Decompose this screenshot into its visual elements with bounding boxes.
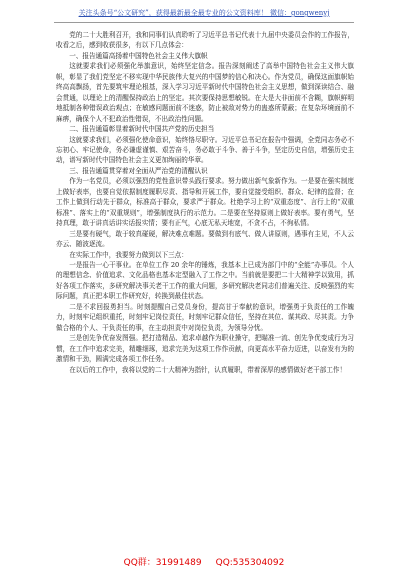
qq-number-text: QQ:535304092 <box>215 558 285 568</box>
practice-point-2: 二是不求回报勇担当。时刻提醒自己党员身份，提高甘于奉献的意识，增强勇于负责任的工作魄力，时刻牢记组织重托，时刻牢记岗位责任，时刻牢记群众信任，坚持在其位、谋其政、尽其责。力争做合格的个人、干负责任的事，在主动担责中对岗位负责，为领导分忧。 <box>56 302 354 332</box>
header-divider <box>54 22 354 23</box>
document-body <box>56 30 354 530</box>
section-heading-3: 三、报告通篇贯穿着对全面从严治党的清醒认识 <box>69 166 208 175</box>
closing-paragraph: 在以后的工作中，我将以党的二十大精神为指针，认真履职，带着深厚的感情做好老干部工作！ <box>69 365 347 374</box>
section-heading-1: 一、报告通篇高扬着中国特色社会主义伟大旗帜 <box>69 51 208 60</box>
page-footer <box>0 557 408 569</box>
section-paragraph-3: 作为一名党员，必须以强烈的党性意识带头践行要求。努力做出新气象新作为。一是要在强实制度上做好表率，也要自觉依据制度履职尽责、指导和开展工作，要自觉接受组织、群众、纪律的监督；在工作上做到行动先于群众，标准高于群众，要求严于群众。杜绝学习上的“双重态度”、言行上的“双重标准”、落实上的“双重规则”，增强制度执行的示范力。二是要在坚持原则上做好表率。要有勇气，坚持真理，敢于讲真话讲实话报实情；要有正气，心底无私天地宽，不贪不占，不徇私情。 <box>56 177 354 228</box>
qq-group-text: QQ群：31991489 <box>123 558 202 568</box>
section-paragraph-2: 这就要求我们，必须强化使命意识，始终恪尽职守。习近平总书记在报告中强调，全党同志务必不忘初心、牢记使命，务必谦虚谨慎、艰苦奋斗，务必敢于斗争、善于斗争，坚定历史自信，增强历史主动，谱写新时代中国特色社会主义更加绚丽的华章。 <box>56 135 354 165</box>
section-paragraph-3b: 三是要有硬气，敢于较真碰硬，解决难点难题。要做到有底气、做人讲原则，遇事有主见，不人云亦云、随波逐流。 <box>56 229 354 249</box>
practice-intro-paragraph: 在实际工作中，我要努力做到以下三点： <box>69 250 188 259</box>
practice-point-3: 三是创先争优奋发图强。把打造精品、追求卓越作为职业操守，把瞄准一流、创先争优变成行为习惯，在工作中追求完美，精雕细琢，追求完美为这项工作作贡献，向更高水平奋力迈进，以奋发有为的激情和干劲，圆满完成各项工作任务。 <box>56 334 354 364</box>
practice-point-1: 一是报告一心干事业。在单位工作 20 余年的锤炼，我基本上已成为部门中的“全能”办事员。个人的理想信念、价值追求、文化品格也基本定型融入了工作之中。当前就是要把二十大精神学以致用，抓好各项工作落实，多研究解决事关老干工作的重大问题，多研究解决老同志们普遍关注、反映强烈的实际问题，真正把本职工作研究好，转换到最佳状态。 <box>56 260 354 301</box>
section-paragraph-1: 这就要求我们必须强化举旗意识，始终坚定信念。报告深刻阐述了高举中国特色社会主义伟大旗帜，彰显了我们党坚定不移实现中华民族伟大复兴的中国梦的信心和决心。作为党员，确保这面旗帜始终高高飘扬，首先要筑牢理论根基，深入学习习近平新时代中国特色社会主义思想，做到深读结合、融会贯通，以理论上的清醒保持政治上的坚定。其次要保持思想敏锐。在大是大非面前不含糊，旗帜鲜明地抵制各种错误政治观点；在敏感问题面前不迷惑，防止被敌对势力的蛊惑所蒙蔽；在复杂环境面前不麻痹，确保个人不犯政治性错误，不出政治性问题。 <box>56 62 354 123</box>
page-header[interactable]: 关注头条号“公文研究”，获得最新最全最专业的公文资料库！ 微信：gongwenyj <box>78 9 330 17</box>
section-heading-2: 二、报告通篇彰显着新时代中国共产党的历史担当 <box>69 125 215 134</box>
intro-paragraph: 党的二十大胜利召开，我和同事们认真聆听了习近平总书记代表十九届中央委员会作的工作报告，收看之后，感到收获很多，有以下几点体会： <box>56 31 354 50</box>
